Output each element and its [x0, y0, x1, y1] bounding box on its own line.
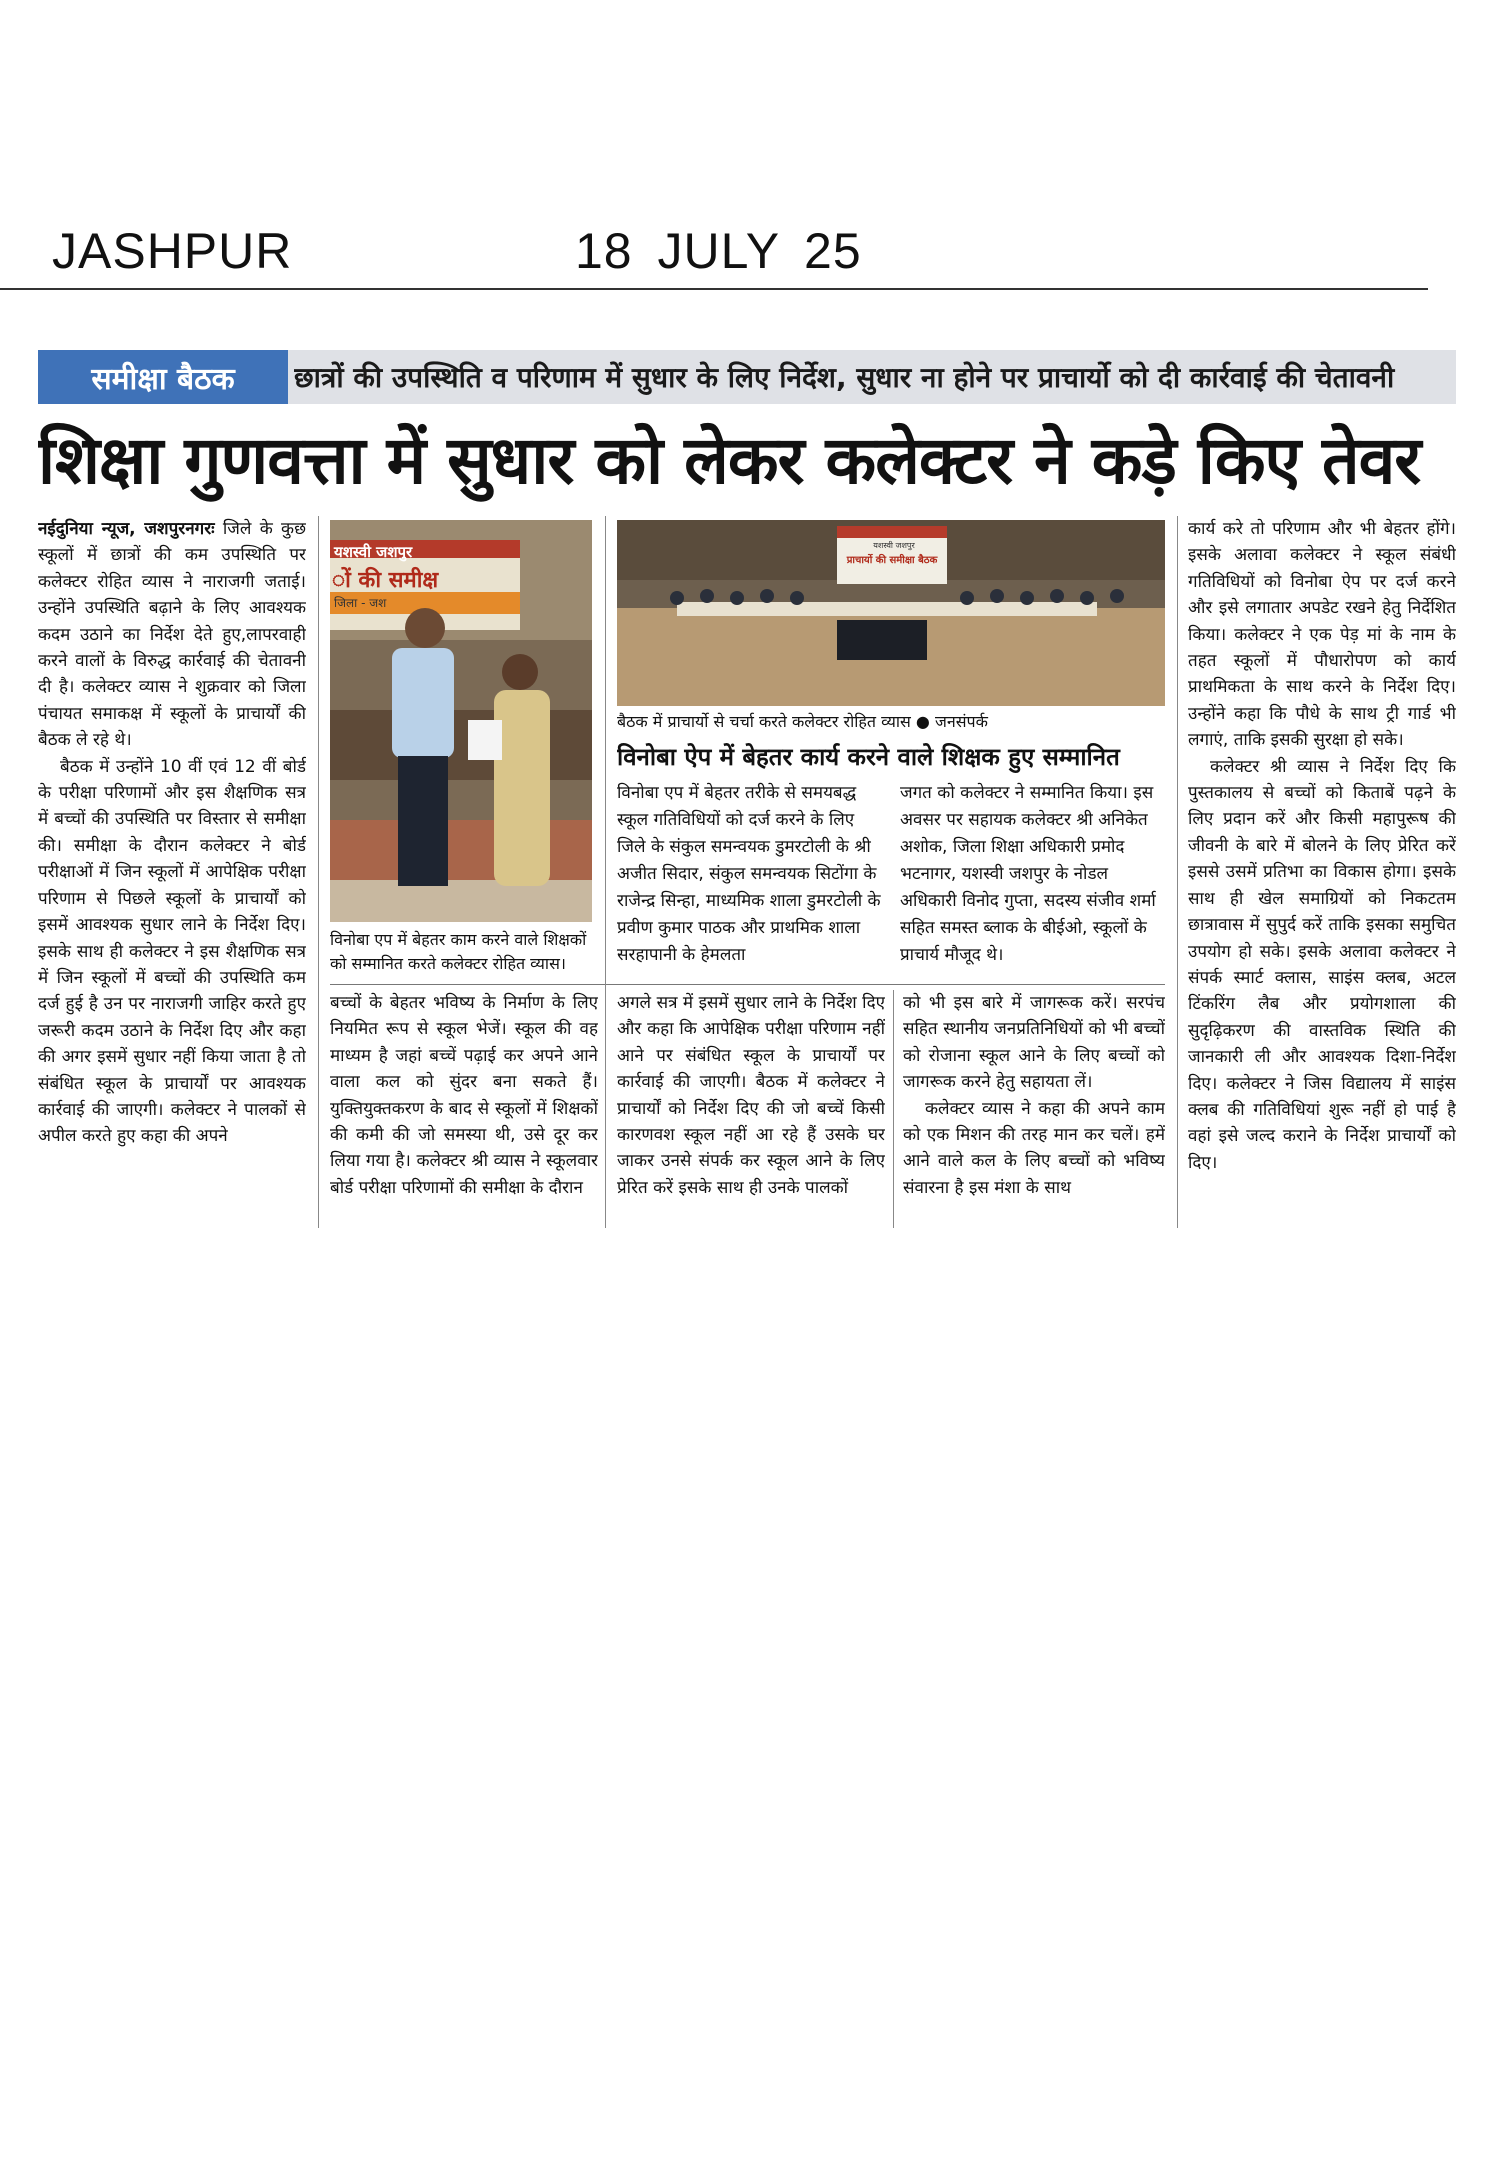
sidebar-headline: विनोबा ऐप में बेहतर कार्य करने वाले शिक्षक हुए सम्मानित: [617, 743, 1120, 771]
column-rule: [1177, 516, 1178, 1228]
article-column-3: [617, 990, 885, 1230]
sidebar-left-text: विनोबा एप में बेहतर तरीके से समयबद्ध स्कूल गतिविधियों को दर्ज करने के लिए जिले के संकुल समन्वयक डुमरटोली के श्री अजीत सिदार, संकुल समन्वयक सिटोंगा के राजेन्द्र सिन्हा, माध्यमिक शाला डुमरटोली के प्रवीण कुमार पाठक और प्राथमिक शाला सरहापानी के हेमलता: [617, 783, 881, 965]
column-rule: [605, 516, 606, 1228]
sidebar-right-text: जगत को कलेक्टर ने सम्मानित किया। इस अवसर पर सहायक कलेक्टर श्री अनिकेत अशोक, जिला शिक्षा अधिकारी प्रमोद भटनागर, यशस्वी जशपुर के नोडल अधिकारी विनोद गुप्ता, सदस्य संजीव शर्मा सहित समस्त ब्लाक के बीईओ, स्कूलों के प्राचार्य मौजूद थे।: [900, 783, 1156, 965]
photo2-banner-line2: प्राचार्यो की समीक्षा बैठक: [846, 555, 938, 566]
article-col4-p1: को भी इस बारे में जागरूक करें। सरपंच सहित स्थानीय जनप्रतिनिधियों को भी बच्चों को रोजाना स्कूल आने के लिए बच्चों को जागरूक करने हेतु सहायता लें।: [903, 993, 1165, 1093]
article-column-1: [38, 516, 306, 1242]
photo1-banner-line2: ों की समीक्ष: [332, 568, 439, 593]
article-column-2: [330, 990, 598, 1230]
column-rule: [893, 990, 894, 1228]
article-column-5: [1188, 516, 1456, 1242]
headline: शिक्षा गुणवत्ता में सुधार को लेकर कलेक्टर ने कड़े किए तेवर: [38, 422, 1421, 499]
article-col4-p2: कलेक्टर व्यास ने कहा की अपने काम को एक मिशन की तरह मान कर चलें। हमें आने वाले कल के लिए बच्चों को भविष्य संवारना है इस मंशा के साथ: [903, 1098, 1165, 1198]
article-col1-p1: जिले के कुछ स्कूलों में छात्रों की कम उपस्थिति पर कलेक्टर रोहित व्यास ने नाराजगी जताई। उन्होंने उपस्थिति बढ़ाने के लिए आवश्यक कदम उठाने का निर्देश देते हुए,लापरवाही करने वालों के विरुद्ध कार्रवाई की चेतावनी दी है। कलेक्टर व्यास ने शुक्रवार को जिला पंचायत समाकक्ष में स्कूलों के प्राचार्यों की बैठक ले रहे थे।: [38, 519, 306, 751]
photo-meeting: [617, 520, 1165, 706]
article-col5-p2: कलेक्टर श्री व्यास ने निर्देश दिए कि पुस्तकालय से बच्चों को किताबें पढ़ने के लिए प्रदान करें और किसी महापुरूष की जीवनी के बारे में बोलने के लिए प्रेरित करें इससे उसमें प्रतिभा का विकास होगा। इसके साथ ही खेल समाग्रियों को निकटतम छात्रावास में सुपुर्द करें ताकि इसका समुचित उपयोग हो सके। इसके अलावा कलेक्टर ने संपर्क स्मार्ट क्लास, साइंस क्लब, अटल टिंकरिंग लैब और प्रयोगशाला की सुदृढ़िकरण की वास्तविक स्थिति की जानकारी ली और आवश्यक दिशा-निर्देश दिए। कलेक्टर ने जिस विद्यालय में साइंस क्लब की गतिविधियां शुरू नहीं हो पाई है वहां इसे जल्द कराने के निर्देश प्राचार्यों को दिए।: [1188, 756, 1456, 1173]
sidebar-bottom-rule: [330, 984, 1165, 985]
page-city: JASHPUR: [52, 223, 293, 279]
page-date: 18 JULY 25: [575, 223, 862, 279]
photo1-banner-line3: जिला - जश: [334, 596, 387, 610]
article-col3: अगले सत्र में इसमें सुधार लाने के निर्देश दिए और कहा कि आपेक्षिक परीक्षा परिणाम नहीं आने पर संबंधित स्कूल के प्राचार्यों पर कार्रवाई की जाएगी। बैठक में कलेक्टर ने प्राचार्यों को निर्देश दिए की जो बच्चें किसी कारणवश स्कूल नहीं आ रहे हैं उसके घर जाकर उनसे संपर्क कर स्कूल आने के लिए प्रेरित करें इसके साथ ही उनके पालकों: [617, 993, 885, 1198]
photo2-caption: बैठक में प्राचार्यो से चर्चा करते कलेक्टर रोहित व्यास ● जनसंपर्क: [617, 712, 988, 731]
photo2-banner-line1: यशस्वी जशपुर: [873, 541, 915, 550]
article-col5-p1: कार्य करे तो परिणाम और भी बेहतर होंगे। इसके अलावा कलेक्टर ने स्कूल संबंधी गतिविधियों को विनोबा ऐप पर दर्ज करने और इसे लगातार अपडेट रखने हेतु निर्देशित किया। कलेक्टर ने एक पेड़ मां के नाम के तहत स्कूलों में पौधारोपण को कार्य प्राथमिकता के साथ करने के निर्देश दिए। उन्होंने कहा कि पौधे के साथ ट्री गार्ड भी लगाएं, ताकि इसकी सुरक्षा हो सके।: [1188, 519, 1456, 751]
kicker-tag: समीक्षा बैठक: [38, 350, 288, 404]
byline: नईदुनिया न्यूज, जशपुरनगरः: [38, 519, 215, 539]
article-col2: बच्चों के बेहतर भविष्य के निर्माण के लिए नियमित रूप से स्कूल भेजें। स्कूल की वह माध्यम है जहां बच्चें पढ़ाई कर अपने आने वाला कल को सुंदर बना सकते हैं। युक्तियुक्तकरण के बाद से स्कूलों में शिक्षकों की कमी की जो समस्या थी, उसे दूर कर लिया गया है। कलेक्टर श्री व्यास ने स्कूलवार बोर्ड परीक्षा परिणामों की समीक्षा के दौरान: [330, 993, 598, 1198]
photo1-banner-line1: यशस्वी जशपुर: [334, 543, 413, 561]
kicker-text: छात्रों की उपस्थिति व परिणाम में सुधार के लिए निर्देश, सुधार ना होने पर प्राचार्यो को दी कार्रवाई की चेतावनी: [294, 361, 1395, 394]
article-column-4: [903, 990, 1165, 1230]
photo1-caption: विनोबा एप में बेहतर काम करने वाले शिक्षकों को सम्मानित करते कलेक्टर रोहित व्यास।: [330, 930, 587, 973]
header-rule: [0, 288, 1428, 290]
photo-felicitation: [330, 520, 592, 922]
article-col1-p2: बैठक में उन्होंने 10 वीं एवं 12 वीं बोर्ड के परीक्षा परिणामों और इस शैक्षणिक सत्र में बच्चों की उपस्थिति पर विस्तार से समीक्षा की। समीक्षा के दौरान कलेक्टर ने बोर्ड परीक्षाओं में जिन स्कूलों में आपेक्षिक परीक्षा परिणाम से पिछले स्कूलों के प्राचार्यों को इसमें आवश्यक सुधार लाने के निर्देश दिए। इसके साथ ही कलेक्टर ने इस शैक्षणिक सत्र में जिन स्कूलों में बच्चों की उपस्थिति कम दर्ज हुई है उन पर नाराजगी जाहिर करते हुए जरूरी कदम उठाने के निर्देश दिए और कहा की अगर इसमें सुधार नहीं किया जाता है तो संबंधित स्कूल के प्राचार्यों पर आवश्यक कार्रवाई की जाएगी। कलेक्टर ने पालकों से अपील करते हुए कहा की अपने: [38, 756, 306, 1147]
column-rule: [318, 516, 319, 1228]
